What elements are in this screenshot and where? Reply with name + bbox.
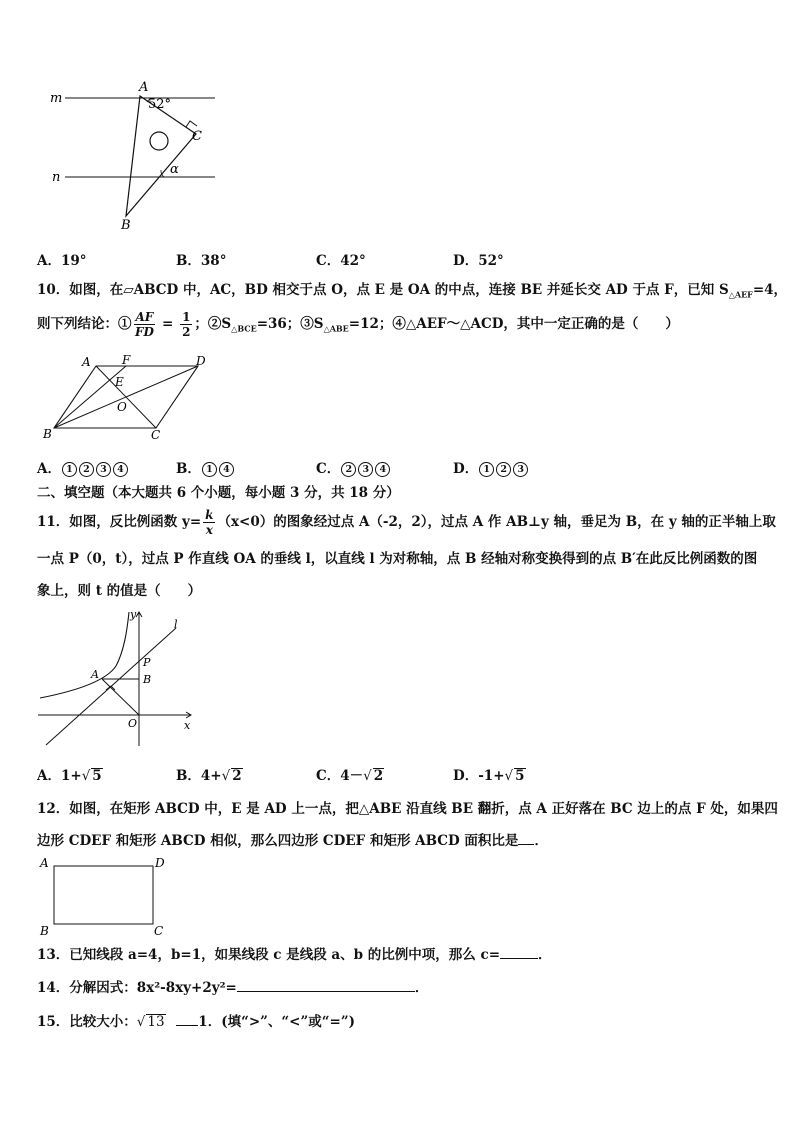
- label-B: B: [40, 924, 49, 938]
- q14-line: 14．分解因式：8x²-8xy+2y²= ．: [37, 980, 429, 996]
- label-y: y: [130, 608, 137, 621]
- label-D: D: [155, 856, 165, 870]
- q15-answer-blank[interactable]: [176, 1025, 198, 1026]
- q11-option-d: D．-1+√ 5: [453, 768, 525, 784]
- q10-option-c: C． 2 3 4: [316, 457, 391, 477]
- label-O: O: [128, 717, 138, 730]
- label-angle: 52°: [148, 97, 172, 112]
- q12-figure: [36, 854, 171, 938]
- label-D: D: [196, 354, 206, 368]
- label-C: C: [192, 129, 202, 144]
- q9-option-d: D．52°: [453, 253, 504, 269]
- label-C: C: [154, 924, 164, 938]
- q9-option-c: C．42°: [316, 253, 366, 269]
- q11-line3: 象上，则 t 的值是（ ）: [37, 583, 202, 599]
- label-C: C: [151, 428, 161, 442]
- q10-line1: 10．如图，在▱ABCD 中，AC，BD 相交于点 O，点 E 是 OA 的中点，连接 BE 并延长交 AD 于点 F，已知 $S_{\triangle AEF}=4$，: [37, 282, 788, 300]
- q11-option-a: A．1+√ 5: [37, 768, 102, 784]
- q12-answer-blank[interactable]: [518, 844, 534, 845]
- label-B: B: [121, 218, 131, 233]
- q13-line: 13．已知线段 a=4，b=1，如果线段 c 是线段 a、b 的比例中项，那么 c= ．: [37, 947, 552, 963]
- label-B: B: [143, 673, 152, 686]
- q10-line2: 则下列结论：① $\frac{AF}{FD}$ = $\frac{1}{2}$ ；$②S_{\triangle BCE}=36$；$③S_{\triangle ABE}=12$；④△AEF～△ACD，其中一定正确的是（ ）: [37, 310, 679, 339]
- section-heading: 二、填空题（本大题共 6 个小题，每小题 3 分，共 18 分）: [37, 485, 400, 501]
- label-m: m: [50, 91, 63, 106]
- label-alpha: α: [170, 162, 179, 177]
- q10-option-b: B． 1 4: [176, 457, 235, 477]
- label-l: l: [174, 618, 178, 631]
- q13-answer-blank[interactable]: [500, 958, 538, 959]
- q11-line1: 11．如图，反比例函数 y= $\frac{k}{x}$ （x<0）的图象经过点 A（-2，2），过点 A 作 AB⊥y 轴，垂足为 B，在 y 轴的正半轴上取: [37, 508, 776, 537]
- label-P: P: [143, 656, 151, 669]
- q15-line: 15．比较大小：√ 13 1．(填“>”、“<”或“=”): [37, 1014, 355, 1030]
- label-A: A: [91, 668, 99, 681]
- label-F: F: [122, 353, 131, 367]
- q11-option-c: C．4－√ 2: [316, 768, 384, 784]
- q11-option-b: B．4+√ 2: [176, 768, 242, 784]
- q11-line2: 一点 P（0，t），过点 P 作直线 OA 的垂线 l，以直线 l 为对称轴，点 B 经轴对称变换得到的点 B′在此反比例函数的图: [37, 551, 758, 567]
- q9-figure: [40, 78, 250, 238]
- label-A: A: [82, 355, 91, 369]
- q14-answer-blank[interactable]: [237, 991, 415, 992]
- q11-figure: [36, 606, 201, 748]
- q12-line2: 边形 CDEF 和矩形 ABCD 相似，那么四边形 CDEF 和矩形 ABCD 面积比是 ．: [37, 833, 548, 849]
- q12-line1: 12．如图，在矩形 ABCD 中，E 是 AD 上一点，把△ABE 沿直线 BE 翻折，点 A 正好落在 BC 边上的点 F 处，如果四: [37, 801, 778, 817]
- label-x: x: [184, 719, 191, 732]
- q10-figure: [38, 352, 218, 444]
- q9-option-a: A．19°: [37, 253, 87, 269]
- label-n: n: [52, 170, 61, 185]
- label-A: A: [139, 80, 149, 95]
- label-A: A: [40, 856, 49, 870]
- q10-option-a: A． 1 2 3 4: [37, 457, 129, 477]
- label-E: E: [115, 375, 124, 389]
- label-B: B: [43, 427, 52, 441]
- q10-option-d: D． 1 2 3: [453, 457, 529, 477]
- label-O: O: [117, 400, 127, 414]
- q9-option-b: B．38°: [176, 253, 227, 269]
